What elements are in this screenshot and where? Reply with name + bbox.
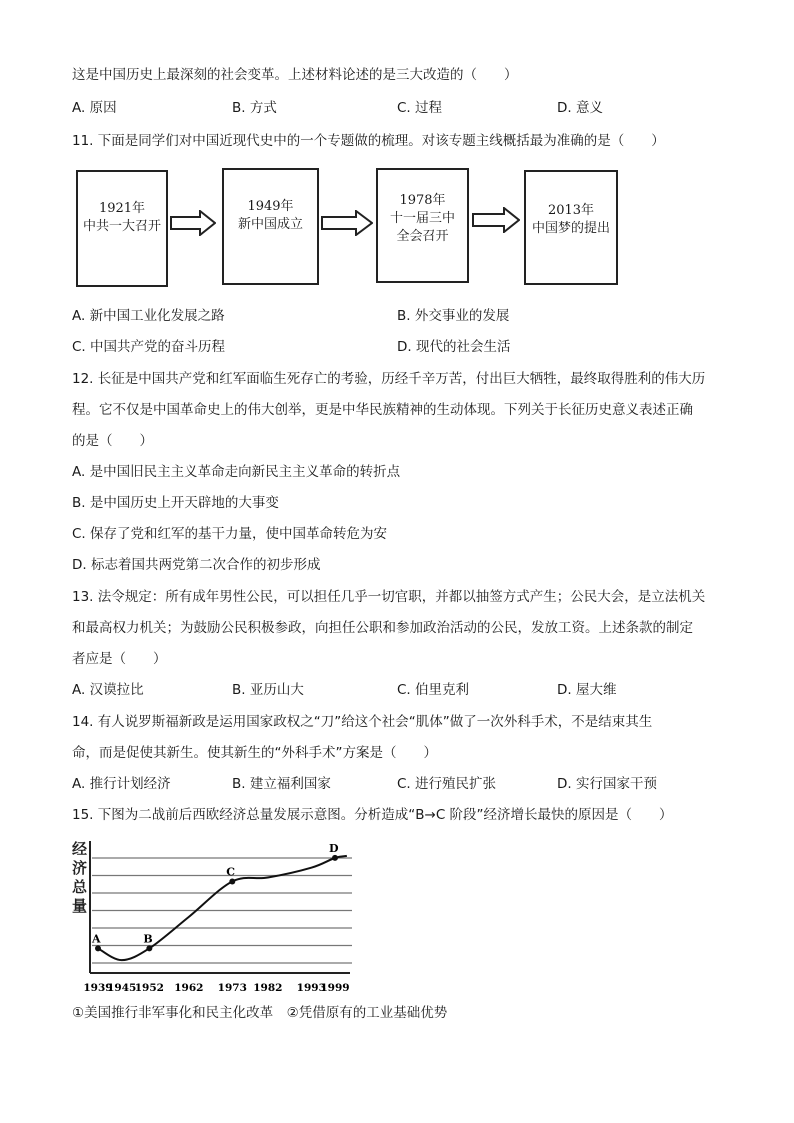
timeline-box-1921 bbox=[76, 170, 168, 287]
timeline-box-1949 bbox=[222, 168, 319, 285]
x-tick-label: 1962 bbox=[174, 982, 204, 994]
arrow-icon bbox=[472, 207, 520, 233]
point-label-b: B bbox=[143, 932, 153, 946]
box-event-cont: 全会召开 bbox=[396, 229, 449, 244]
q10-stem: 这是中国历史上最深刻的社会变革。上述材料论述的是三大改造的（ ） bbox=[72, 67, 518, 83]
q10-option-a[interactable]: A. 原因 bbox=[72, 100, 117, 116]
q11-stem: 11. 下面是同学们对中国近现代史中的一个专题做的梳理。对该专题主线概括最为准确的是（ ） bbox=[72, 133, 665, 149]
arrow-icon bbox=[170, 210, 216, 236]
economy-chart bbox=[70, 838, 360, 996]
q13-stem-line-3: 者应是（ ） bbox=[72, 651, 167, 667]
q13-option-a[interactable]: A. 汉谟拉比 bbox=[72, 682, 144, 698]
q13-option-d[interactable]: D. 屋大维 bbox=[557, 682, 617, 698]
q14-stem-line-2: 命，而是促使其新生。使其新生的“外科手术”方案是（ ） bbox=[72, 745, 437, 761]
q13-option-c[interactable]: C. 伯里克利 bbox=[397, 682, 470, 698]
x-tick-label: 1999 bbox=[320, 982, 350, 994]
q14-option-a[interactable]: A. 推行计划经济 bbox=[72, 776, 171, 792]
box-year: 1921年 bbox=[98, 201, 146, 216]
x-tick-label: 1973 bbox=[217, 982, 247, 994]
q11-option-c[interactable]: C. 中国共产党的奋斗历程 bbox=[72, 339, 226, 355]
point-label-d: D bbox=[329, 841, 339, 855]
q12-option-d[interactable]: D. 标志着国共两党第二次合作的初步形成 bbox=[72, 557, 321, 573]
box-year: 1978年 bbox=[399, 193, 446, 208]
box-event: 新中国成立 bbox=[237, 217, 303, 232]
box-event: 中共一大召开 bbox=[82, 219, 161, 234]
timeline-box-1978 bbox=[376, 168, 469, 283]
q14-stem-line-1: 14. 有人说罗斯福新政是运用国家政权之“刀”给这个社会“肌体”做了一次外科手术，不是结束其生 bbox=[72, 714, 653, 730]
q12-stem-line-3: 的是（ ） bbox=[72, 433, 153, 449]
q10-option-d[interactable]: D. 意义 bbox=[557, 100, 603, 116]
q15-items: ①美国推行非军事化和民主化改革 ②凭借原有的工业基础优势 bbox=[72, 1005, 448, 1021]
box-event: 中国梦的提出 bbox=[531, 221, 610, 236]
q11-option-b[interactable]: B. 外交事业的发展 bbox=[397, 308, 510, 324]
box-year: 2013年 bbox=[547, 203, 595, 218]
point-d bbox=[332, 855, 338, 861]
q14-option-b[interactable]: B. 建立福利国家 bbox=[232, 776, 331, 792]
arrow-icon bbox=[321, 210, 373, 236]
q14-option-c[interactable]: C. 进行殖民扩张 bbox=[397, 776, 497, 792]
x-tick-label: 1952 bbox=[134, 982, 164, 994]
q12-option-c[interactable]: C. 保存了党和红军的基干力量，使中国革命转危为安 bbox=[72, 526, 388, 542]
q12-option-b[interactable]: B. 是中国历史上开天辟地的大事变 bbox=[72, 495, 279, 511]
point-label-c: C bbox=[226, 865, 236, 879]
point-c bbox=[229, 878, 235, 884]
q11-option-d[interactable]: D. 现代的社会生活 bbox=[397, 339, 511, 355]
chart-grid bbox=[92, 858, 352, 963]
point-label-a: A bbox=[92, 932, 101, 946]
x-tick-label: 1945 bbox=[107, 982, 137, 994]
q15-stem: 15. 下图为二战前后西欧经济总量发展示意图。分析造成“B→C 阶段”经济增长最快的原因是（ ） bbox=[72, 807, 673, 823]
q11-option-a[interactable]: A. 新中国工业化发展之路 bbox=[72, 308, 225, 324]
economy-curve bbox=[98, 856, 347, 960]
timeline-box-2013 bbox=[524, 170, 618, 285]
q14-option-d[interactable]: D. 实行国家干预 bbox=[557, 776, 657, 792]
q12-stem-line-1: 12. 长征是中国共产党和红军面临生死存亡的考验，历经千辛万苦，付出巨大牺牲，最终取得胜利的伟大历 bbox=[72, 371, 706, 387]
q10-option-c[interactable]: C. 过程 bbox=[397, 100, 443, 116]
y-axis-label: 经济总量 bbox=[72, 840, 88, 915]
point-b bbox=[146, 945, 152, 951]
q12-stem-line-2: 程。它不仅是中国革命史上的伟大创举，更是中华民族精神的生动体现。下列关于长征历史意义表述正确 bbox=[72, 402, 693, 418]
x-tick-label: 1939 bbox=[83, 982, 113, 994]
q12-option-a[interactable]: A. 是中国旧民主主义革命走向新民主主义革命的转折点 bbox=[72, 464, 401, 480]
x-tick-label: 1993 bbox=[296, 982, 326, 994]
point-a bbox=[95, 945, 101, 951]
q10-option-b[interactable]: B. 方式 bbox=[232, 100, 277, 116]
q13-option-b[interactable]: B. 亚历山大 bbox=[232, 682, 304, 698]
box-year: 1949年 bbox=[247, 199, 294, 214]
q13-stem-line-2: 和最高权力机关；为鼓励公民积极参政，向担任公职和参加政治活动的公民，发放工资。上述条款的制定 bbox=[72, 620, 693, 636]
box-event: 十一届三中 bbox=[389, 211, 455, 226]
x-tick-label: 1982 bbox=[253, 982, 283, 994]
q13-stem-line-1: 13. 法令规定：所有成年男性公民，可以担任几乎一切官职，并都以抽签方式产生；公民大会，是立法机关 bbox=[72, 589, 706, 605]
